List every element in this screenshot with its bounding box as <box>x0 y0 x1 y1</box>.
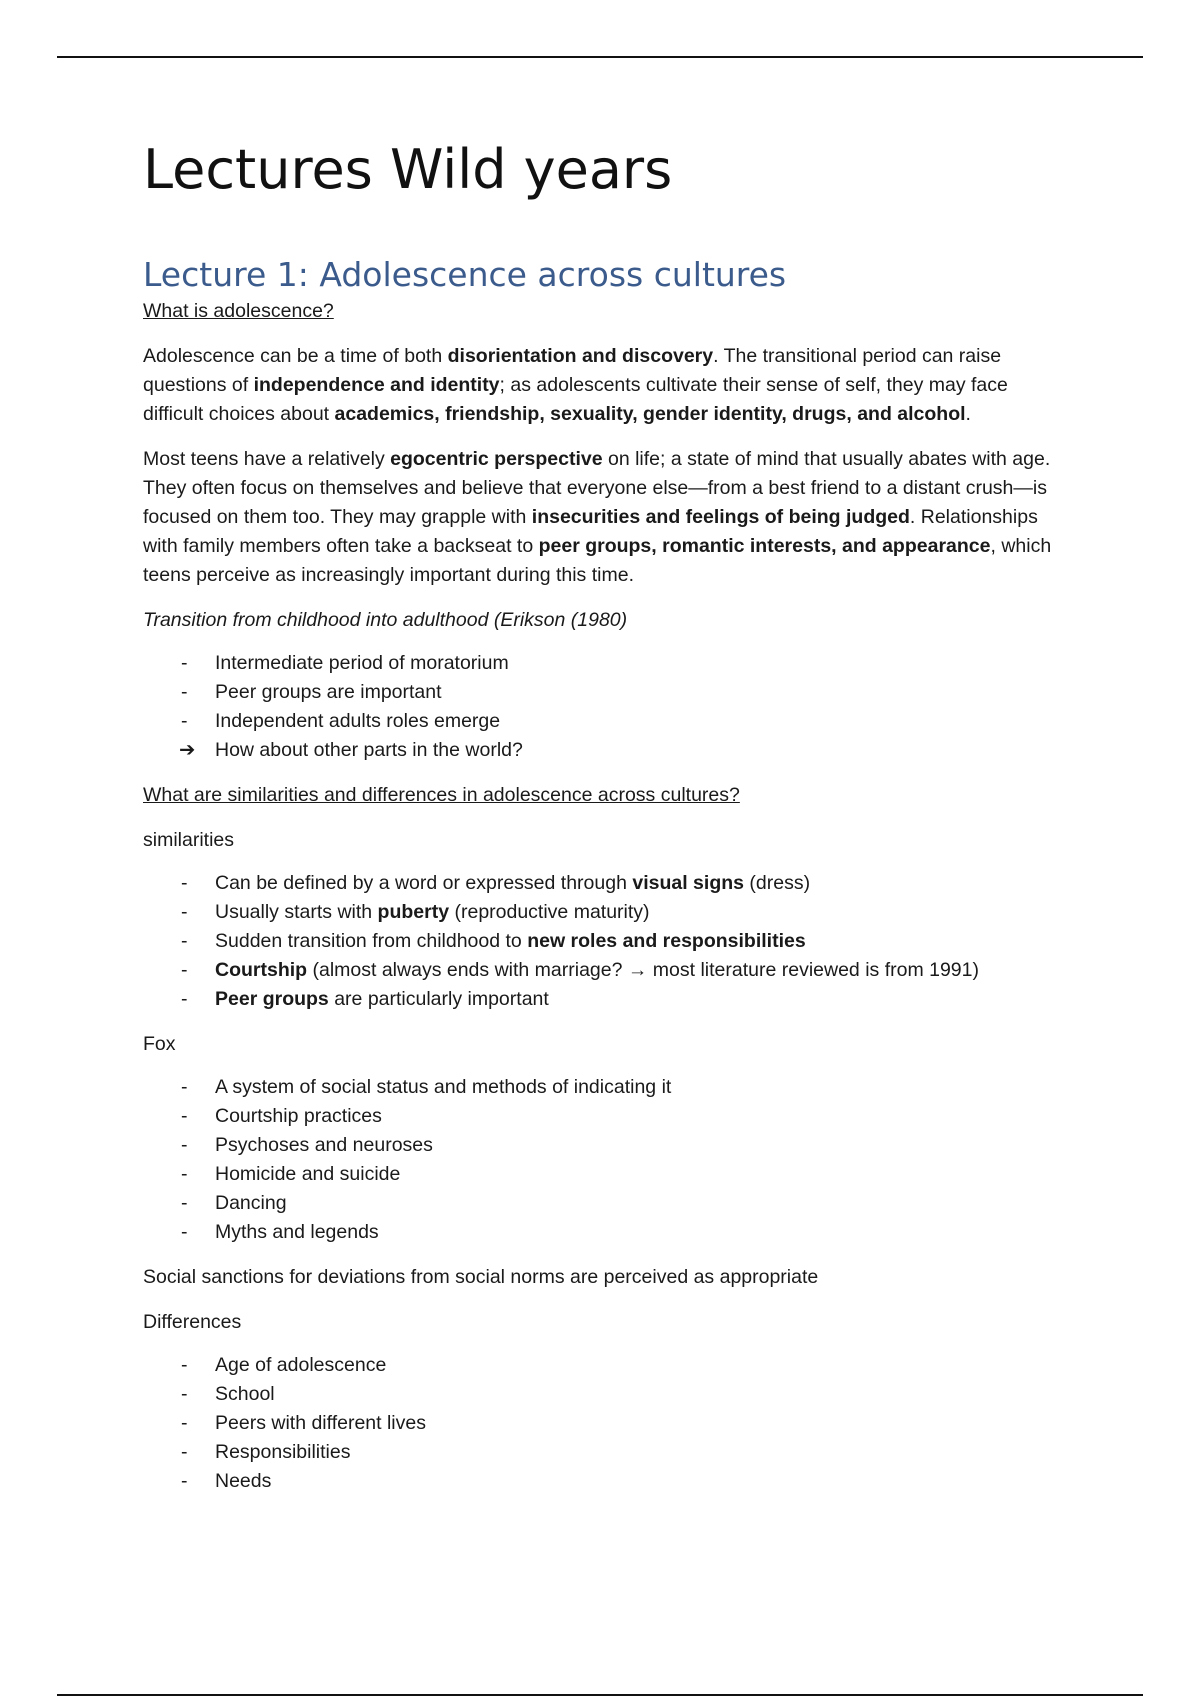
list-item: - Sudden transition from childhood to new roles and responsibilities <box>181 930 806 952</box>
bottom-rule <box>57 1694 1143 1696</box>
top-rule <box>57 56 1143 58</box>
differences-label: Differences <box>143 1311 242 1333</box>
list-item: - Myths and legends <box>181 1221 379 1243</box>
similarities-list <box>143 869 1063 1014</box>
list-item: - Peers with different lives <box>181 1412 426 1434</box>
document-page <box>143 135 1063 1496</box>
list-item: - Intermediate period of moratorium <box>181 652 509 674</box>
social-sanctions-text: Social sanctions for deviations from social norms are perceived as appropriate <box>143 1266 819 1288</box>
differences-list <box>143 1351 1063 1496</box>
paragraph-egocentric: Most teens have a relatively egocentric perspective on life; a state of mind that usually abates with age. They often focus on themselves and believe that everyone else—from a best friend to a distant crush—is focused on them too. They may grapple with insecurities and feelings of being judged. Relationships with family members often take a backseat to peer groups, romantic interests, and appearance, which teens perceive as increasingly important during this time. <box>143 448 1052 586</box>
list-item-arrow: ➔ How about other parts in the world? <box>143 736 1063 765</box>
list-item: - A system of social status and methods of indicating it <box>181 1076 672 1098</box>
list-item: - Psychoses and neuroses <box>181 1134 433 1156</box>
list-item: - Can be defined by a word or expressed through visual signs (dress) <box>181 872 811 894</box>
list-item: - Usually starts with puberty (reproductive maturity) <box>181 901 650 923</box>
list-item: - Peer groups are particularly important <box>181 988 549 1010</box>
list-item: - Responsibilities <box>181 1441 351 1463</box>
list-item: - Independent adults roles emerge <box>181 710 501 732</box>
list-item: - Peer groups are important <box>181 681 442 703</box>
list-item: - Courtship (almost always ends with marriage? → most literature reviewed is from 1991) <box>181 959 979 981</box>
lecture-heading: Lecture 1: Adolescence across cultures <box>143 255 787 294</box>
paragraph-adolescence-intro: Adolescence can be a time of both disorientation and discovery. The transitional period can raise questions of independence and identity; as adolescents cultivate their sense of self, they may face difficult choices about academics, friendship, sexuality, gender identity, drugs, and alcohol. <box>143 345 1008 425</box>
question-what-is-adolescence: What is adolescence? <box>143 300 334 322</box>
document-title: Lectures Wild years <box>143 138 673 201</box>
arrow-icon: ➔ <box>179 739 196 761</box>
erikson-list <box>143 649 1063 765</box>
list-item: - Needs <box>181 1470 272 1492</box>
list-item: - Courtship practices <box>181 1105 382 1127</box>
list-item: - School <box>181 1383 275 1405</box>
list-item: - Homicide and suicide <box>181 1163 401 1185</box>
similarities-label: similarities <box>143 829 235 851</box>
list-item: - Age of adolescence <box>181 1354 387 1376</box>
fox-label: Fox <box>143 1033 176 1055</box>
question-similarities-differences: What are similarities and differences in adolescence across cultures? <box>143 784 740 806</box>
list-item: - Dancing <box>181 1192 287 1214</box>
fox-list <box>143 1073 1063 1247</box>
erikson-caption: Transition from childhood into adulthood (Erikson (1980) <box>143 609 628 631</box>
